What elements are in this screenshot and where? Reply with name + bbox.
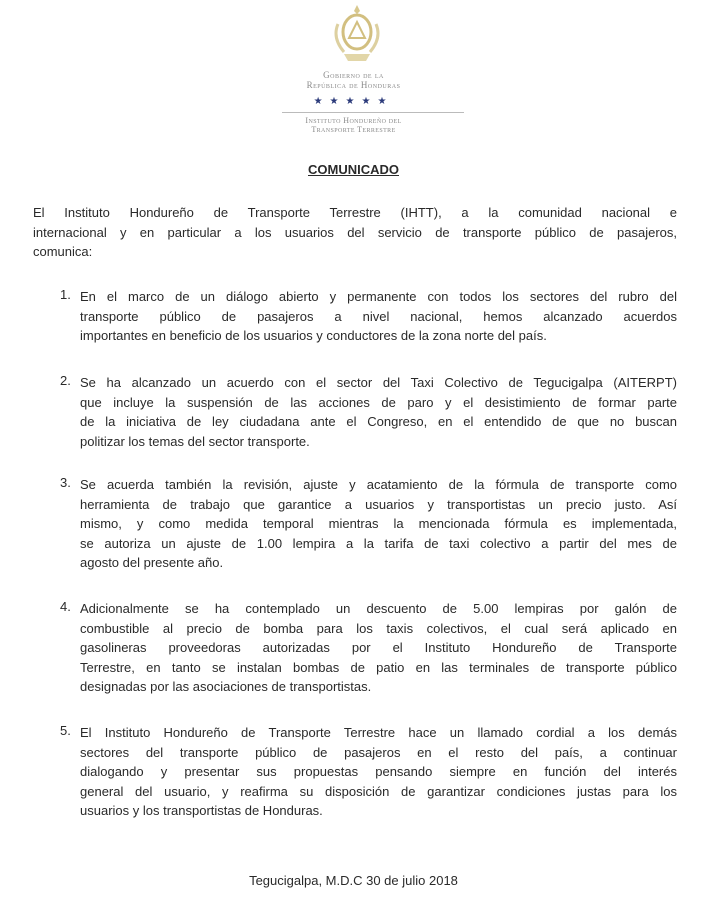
text-line: El Instituto Hondureño de Transporte Terrestre (IHTT), a la comunidad nacional e	[33, 205, 677, 220]
text-line: El Instituto Hondureño de Transporte Terrestre hace un llamado cordial a los demás	[80, 725, 677, 740]
text-line: Se ha alcanzado un acuerdo con el sector del Taxi Colectivo de Tegucigalpa (AITERPT)	[80, 375, 677, 390]
list-item	[80, 599, 677, 697]
text-line: Se acuerda también la revisión, ajuste y acatamiento de la fórmula de transporte como	[80, 477, 677, 492]
text-line: general del usuario, y reafirma su disposición de garantizar condiciones justas para los	[80, 783, 677, 799]
text-line: En el marco de un diálogo abierto y permanente con todos los sectores del rubro del	[80, 289, 677, 304]
divider	[282, 112, 464, 113]
list-number: 5.	[60, 723, 71, 738]
text-line: Adicionalmente se ha contemplado un descuento de 5.00 lempiras por galón de	[80, 601, 677, 616]
list-number: 1.	[60, 287, 71, 302]
text-line: transporte público de pasajeros a nivel nacional, hemos alcanzado acuerdos	[80, 308, 677, 324]
list-item	[80, 287, 677, 346]
text-line: Terrestre, en tanto se instalan bombas de patio en las terminales de transporte público	[80, 659, 677, 675]
coat-of-arms-icon	[330, 2, 384, 64]
text-line: sectores del transporte público de pasajeros en el resto del país, a continuar	[80, 744, 677, 760]
list-item	[80, 475, 677, 573]
government-name: Gobierno de la República de Honduras	[306, 70, 401, 90]
text-line: designadas por las asociaciones de transportistas.	[80, 679, 372, 694]
list-item	[80, 723, 677, 821]
text-line: mismo, y como medida temporal mientras la mencionada fórmula es implementada,	[80, 516, 677, 531]
text-line: dialogando y presentar sus propuestas pensando siempre en función del interés	[80, 764, 677, 779]
list-number: 3.	[60, 475, 71, 490]
text-line: importantes en beneficio de los usuarios y conductores de la zona norte del país.	[80, 328, 547, 343]
date-line: Tegucigalpa, M.D.C 30 de julio 2018	[249, 873, 458, 888]
text-line: se autoriza un ajuste de 1.00 lempira a la tarifa de taxi colectivo a partir del mes de	[80, 535, 677, 551]
list-number: 2.	[60, 373, 71, 388]
list-item	[80, 373, 677, 451]
intro-paragraph	[33, 203, 677, 262]
stars-icon: ★★★★★	[313, 96, 394, 107]
document-title: COMUNICADO	[308, 162, 399, 177]
text-line: herramienta de trabajo que garantice a usuarios y transportistas un precio justo. Así	[80, 496, 677, 512]
text-line: politizar los temas del sector transporte.	[80, 433, 310, 449]
text-line: internacional y en particular a los usuarios del servicio de transporte público de pasajeros,	[33, 224, 677, 240]
text-line: gasolineras proveedoras autorizadas por el Instituto Hondureño de Transporte	[80, 640, 677, 655]
list-number: 4.	[60, 599, 71, 614]
text-line: combustible al precio de bomba para los taxis colectivos, el cual será aplicado en	[80, 620, 677, 636]
text-line: agosto del presente año.	[80, 555, 224, 570]
text-line: de la iniciativa de ley ciudadana ante el Congreso, en el entendido de que no buscan	[80, 414, 677, 429]
text-line: que incluye la suspensión de las acciones de paro y el desistimiento de formar parte	[80, 394, 677, 410]
text-line: comunica:	[33, 244, 93, 259]
institute-name: Instituto Hondureño del Transporte Terrestre	[305, 116, 402, 134]
text-line: usuarios y los transportistas de Honduras.	[80, 803, 323, 818]
